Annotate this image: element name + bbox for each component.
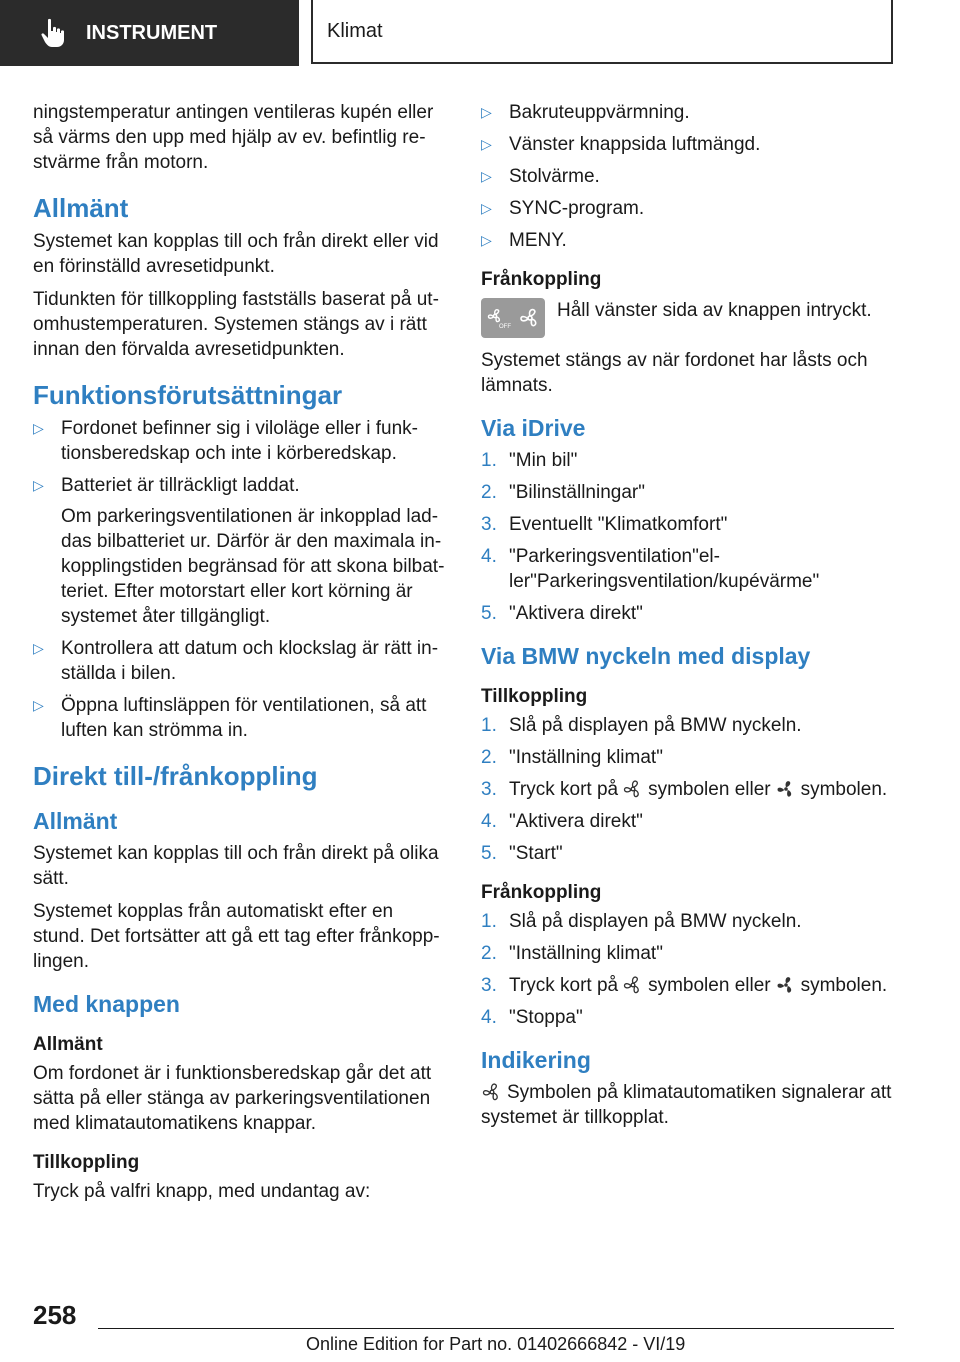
fan-filled-icon — [775, 778, 797, 800]
heading-direkt: Direkt till-/frånkoppling — [33, 761, 318, 791]
paragraph: Systemet kan kopplas till och från direkt på olika sätt. — [33, 843, 439, 889]
list-item: 2. "Inställning klimat" — [481, 943, 663, 964]
key-off-steps — [481, 909, 901, 1030]
bullet-marker-icon: ▷ — [33, 477, 44, 493]
chapter-tab-label: Klimat — [327, 19, 383, 42]
list-item: ▷ Stolvärme. — [481, 166, 600, 187]
chapter-tab — [311, 0, 893, 64]
paragraph: Tryck på valfri knapp, med undantag av: — [33, 1181, 371, 1202]
heading-allmant-2: Allmänt — [33, 808, 118, 834]
bullet-marker-icon: ▷ — [33, 697, 44, 713]
heading-med-knappen: Med knappen — [33, 991, 180, 1017]
fan-filled-icon — [775, 974, 797, 996]
list-item: 3. Tryck kort på symbolen eller symbolen. — [481, 975, 888, 996]
footer-divider — [98, 1328, 894, 1329]
bullet-marker-icon: ▷ — [33, 640, 44, 656]
key-on-steps — [481, 713, 901, 866]
list-item: 4. "Aktivera direkt" — [481, 811, 643, 832]
heading-allmant: Allmänt — [33, 193, 129, 223]
paragraph: Tidunkten för tillkoppling fastställs baserat på utomhustemperaturen. Systemen stängs av i rätt innan den förvalda avresetidpunkten. — [33, 289, 439, 360]
list-item: 1. Slå på displayen på BMW nyckeln. — [481, 715, 802, 736]
svg-text:OFF: OFF — [499, 324, 511, 329]
paragraph: Systemet kopplas från automatiskt efter en stund. Det fortsätter att gå ett tag efter frånkopplingen. — [33, 901, 440, 972]
list-item: 5. "Start" — [481, 843, 563, 864]
intro-paragraph: ningstemperatur antingen ventileras kupén eller så värms den upp med hjälp av ev. befintlig restvärme från motorn. — [33, 102, 434, 173]
edition-text: Online Edition for Part no. 01402666842 - VI/19 — [306, 1334, 686, 1354]
fan-icon — [622, 778, 644, 800]
bullet-marker-icon: ▷ — [481, 136, 492, 152]
paragraph: Systemet stängs av när fordonet har låsts och lämnats. — [481, 350, 868, 396]
heading-tillkoppling: Tillkoppling — [33, 1152, 140, 1173]
list-item: ▷ Bakruteuppvärmning. — [481, 102, 690, 123]
list-item: ▷ Fordonet befinner sig i viloläge eller i funktionsberedskap och inte i körberedskap. — [33, 418, 418, 464]
heading-frankoppling-2: Frånkoppling — [481, 882, 602, 903]
heading-via-idrive: Via iDrive — [481, 415, 586, 441]
heading-funktionsforutsattningar: Funktionsförutsättningar — [33, 380, 343, 410]
list-item: ▷ Batteriet är tillräckligt laddat. Om parkeringsventilationen är inkopplad laddas bilbatteriet ur. Därför är den maximala inkopplingstiden begränsad för att skona bilbatteriet. Efter motorstart eller kort körning är systemet åter tillgängligt. — [33, 473, 447, 629]
exceptions-list — [481, 100, 901, 253]
hand-pointer-icon — [40, 18, 66, 48]
paragraph: Systemet kan kopplas till och från direkt eller vid en förinställd avresetidpunkt. — [33, 231, 439, 277]
section-tab-label: INSTRUMENT — [86, 21, 218, 44]
heading-via-bmw-nyckeln: Via BMW nyckeln med display — [481, 643, 811, 669]
list-item: 3. Eventuellt "Klimatkomfort" — [481, 514, 728, 535]
right-column — [481, 100, 901, 1138]
bullet-marker-icon: ▷ — [33, 420, 44, 436]
heading-indikering: Indikering — [481, 1047, 591, 1073]
page-header — [0, 0, 960, 66]
fan-icon — [519, 307, 541, 329]
list-item: 4. "Parkeringsventilation"eller"Parkeringsventilation/kupévärme" — [481, 546, 820, 592]
left-column — [33, 100, 447, 1212]
bullet-marker-icon: ▷ — [481, 104, 492, 120]
heading-tillkoppling: Tillkoppling — [481, 686, 588, 707]
idrive-steps — [481, 448, 901, 626]
page-number: 258 — [33, 1300, 77, 1330]
fan-icon — [622, 974, 644, 996]
climate-button-image — [481, 298, 545, 338]
list-item: 4. "Stoppa" — [481, 1007, 583, 1028]
list-item: ▷ Kontrollera att datum och klockslag är rätt inställda i bilen. — [33, 638, 439, 684]
list-item: ▷ Öppna luftinsläppen för ventilationen, så att luften kan strömma in. — [33, 695, 427, 741]
button-instruction-text: Håll vänster sida av knappen intryckt. — [557, 300, 872, 321]
paragraph: Om fordonet är i funktionsberedskap går det att sätta på eller stänga av parkeringsventilationen med klimatautomatikens knappar. — [33, 1063, 432, 1134]
bullet-marker-icon: ▷ — [481, 168, 492, 184]
heading-allmant-3: Allmänt — [33, 1034, 103, 1055]
page-footer — [0, 1290, 960, 1362]
list-item: 1. "Min bil" — [481, 450, 578, 471]
list-item: 3. Tryck kort på symbolen eller symbolen. — [481, 779, 888, 800]
list-item: 5. "Aktivera direkt" — [481, 603, 643, 624]
paragraph: Symbolen på klimatautomatiken signalerar att systemet är tillkopplat. — [481, 1082, 892, 1128]
list-item: ▷ SYNC-program. — [481, 198, 645, 219]
list-item-note: Om parkeringsventilationen är inkopplad laddas bilbatteriet ur. Därför är den maximala inkopplingstiden begränsad för att skona bilbatteriet. Efter motorstart eller kort körning är systemet åter tillgängligt. — [61, 506, 445, 627]
fan-off-icon — [485, 307, 511, 329]
button-instruction — [481, 298, 901, 338]
bullet-marker-icon: ▷ — [481, 232, 492, 248]
bullet-marker-icon: ▷ — [481, 200, 492, 216]
heading-frankoppling: Frånkoppling — [481, 269, 602, 290]
prerequisites-list — [33, 416, 447, 743]
section-tab-instrument — [0, 0, 299, 66]
list-item: 2. "Inställning klimat" — [481, 747, 663, 768]
fan-icon — [481, 1081, 503, 1103]
list-item: 2. "Bilinställningar" — [481, 482, 645, 503]
list-item: ▷ MENY. — [481, 230, 567, 251]
list-item: 1. Slå på displayen på BMW nyckeln. — [481, 911, 802, 932]
list-item: ▷ Vänster knappsida luftmängd. — [481, 134, 761, 155]
